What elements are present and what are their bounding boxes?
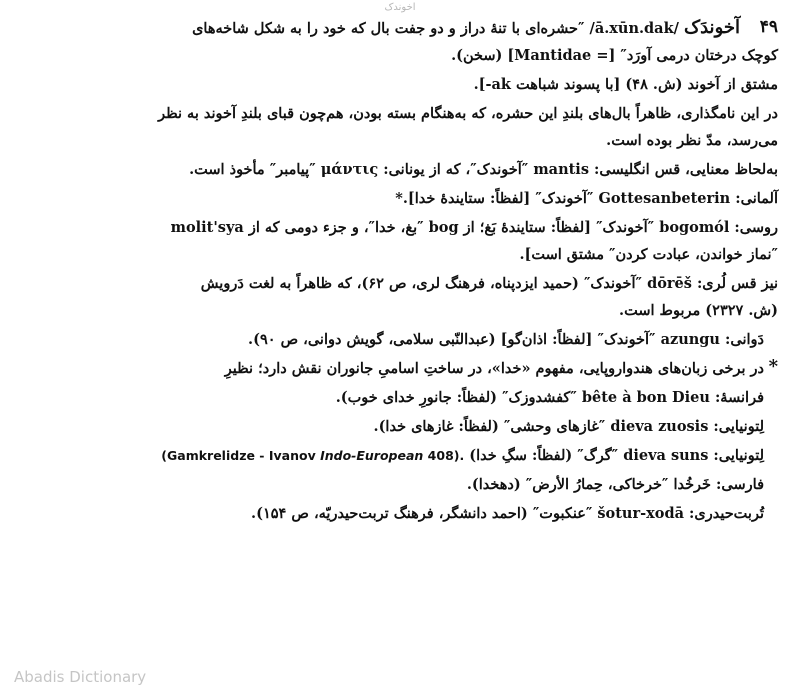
entry-header-line xyxy=(22,14,778,42)
reference-authors: (Gamkrelidze - Ivanov xyxy=(161,448,316,463)
footnote-text: در برخی زبان‌های هندواروپایی، مفهوم «خدا»، در ساختِ اسامیِ جانوران نقش دارد؛ نظیرِ xyxy=(224,360,764,377)
lori-line2: (ش. ۲۳۲۷) مربوط است. xyxy=(619,302,778,319)
naming-note-line1: در این نامگذاری، ظاهراً بال‌های بلندِ این حشره، که به‌هنگام بسته بودن، هم‌چون قبای بلندِ آخوند به نظر xyxy=(158,105,778,122)
entry-transliteration: /ā.xūn.dak/ xyxy=(589,20,679,37)
russian-comparison xyxy=(22,214,778,268)
naming-note xyxy=(22,100,778,154)
reference-title: Indo-European xyxy=(320,448,424,463)
naming-note-line2: می‌رسد، مدّ نظر بوده است. xyxy=(606,132,778,149)
german-comparison: آلمانی: Gottesanbeterin ″آخوندک″ [لفظاً: ستایندهٔ خدا].* xyxy=(395,190,778,207)
latvian-example-2 xyxy=(22,442,778,469)
top-headword-mark: اخوندک xyxy=(384,2,416,13)
russian-line1: روسی: bogomól ″آخوندک″ [لفظاً: ستایندهٔ بَغ؛ از bog ″بغ، خدا″، و جزء دومی که از molit'sya xyxy=(170,219,778,236)
davani-comparison: دَوانی: azungu ″آخوندک″ [لفظاً: اذان‌گو] (عبدالنّبی سلامی، گویش دوانی، ص ۹۰). xyxy=(248,331,764,348)
site-watermark: Abadis Dictionary xyxy=(14,668,147,686)
russian-line2: ″نماز خواندن، عبادت کردن″ مشتق است]. xyxy=(519,246,778,263)
lori-comparison xyxy=(22,270,778,324)
entry-number: ۴۹ xyxy=(759,17,778,37)
entry-headword: آخوندَک xyxy=(684,17,740,38)
latvian-example-1: لِتونیایی: dieva zuosis ″غازهای وحشی″ (لفظاً: غازهای خدا). xyxy=(373,418,764,435)
english-comparison: به‌لحاظ معنایی، قس انگلیسی: mantis ″آخوندک″، که از یونانی: μάντις ″پیامبر″ مأخوذ است. xyxy=(189,161,778,178)
french-example: فرانسهٔ: bête à bon Dieu ″کفشدوزک″ (لفظاً: جانورِ خدای خوب). xyxy=(335,389,764,406)
entry-derivation: مشتق از آخوند (ش. ۴۸) [با پسوند شباهت ak-]. xyxy=(473,76,778,93)
persian-example: فارسی: خَرخُدا ″خرخاکی، حِمارُ الأرض″ (دهخدا). xyxy=(466,476,764,493)
reference-page: 408). xyxy=(427,448,465,463)
torbat-example: تُربت‌حیدری: šotur-xodā ″عنکبوت″ (احمد دانشگر، فرهنگ تربت‌حیدریّه، ص ۱۵۴). xyxy=(251,505,764,522)
footnote-star-icon: * xyxy=(768,356,778,377)
entry-definition-end: کوچک درختان درمی آورَد″ [= Mantidae] (سخن). xyxy=(451,47,778,64)
lori-line1: نیز قس لُری: dōrēš ″آخوندک″ (حمید ایزدپناه، فرهنگ لری، ص ۶۲)، که ظاهراً به لغت دَرویش xyxy=(200,275,778,292)
entry-definition-start: ″حشره‌ای با تنهٔ دراز و دو جفت بال که خود را به شکل شاخه‌های xyxy=(192,20,585,37)
footnote xyxy=(22,355,778,382)
dictionary-page xyxy=(22,14,778,527)
latvian-reference xyxy=(161,448,464,463)
latvian-example-2-text: لِتونیایی: dieva suns ″گرگ″ (لفظاً: سگِ خدا) xyxy=(469,447,764,464)
